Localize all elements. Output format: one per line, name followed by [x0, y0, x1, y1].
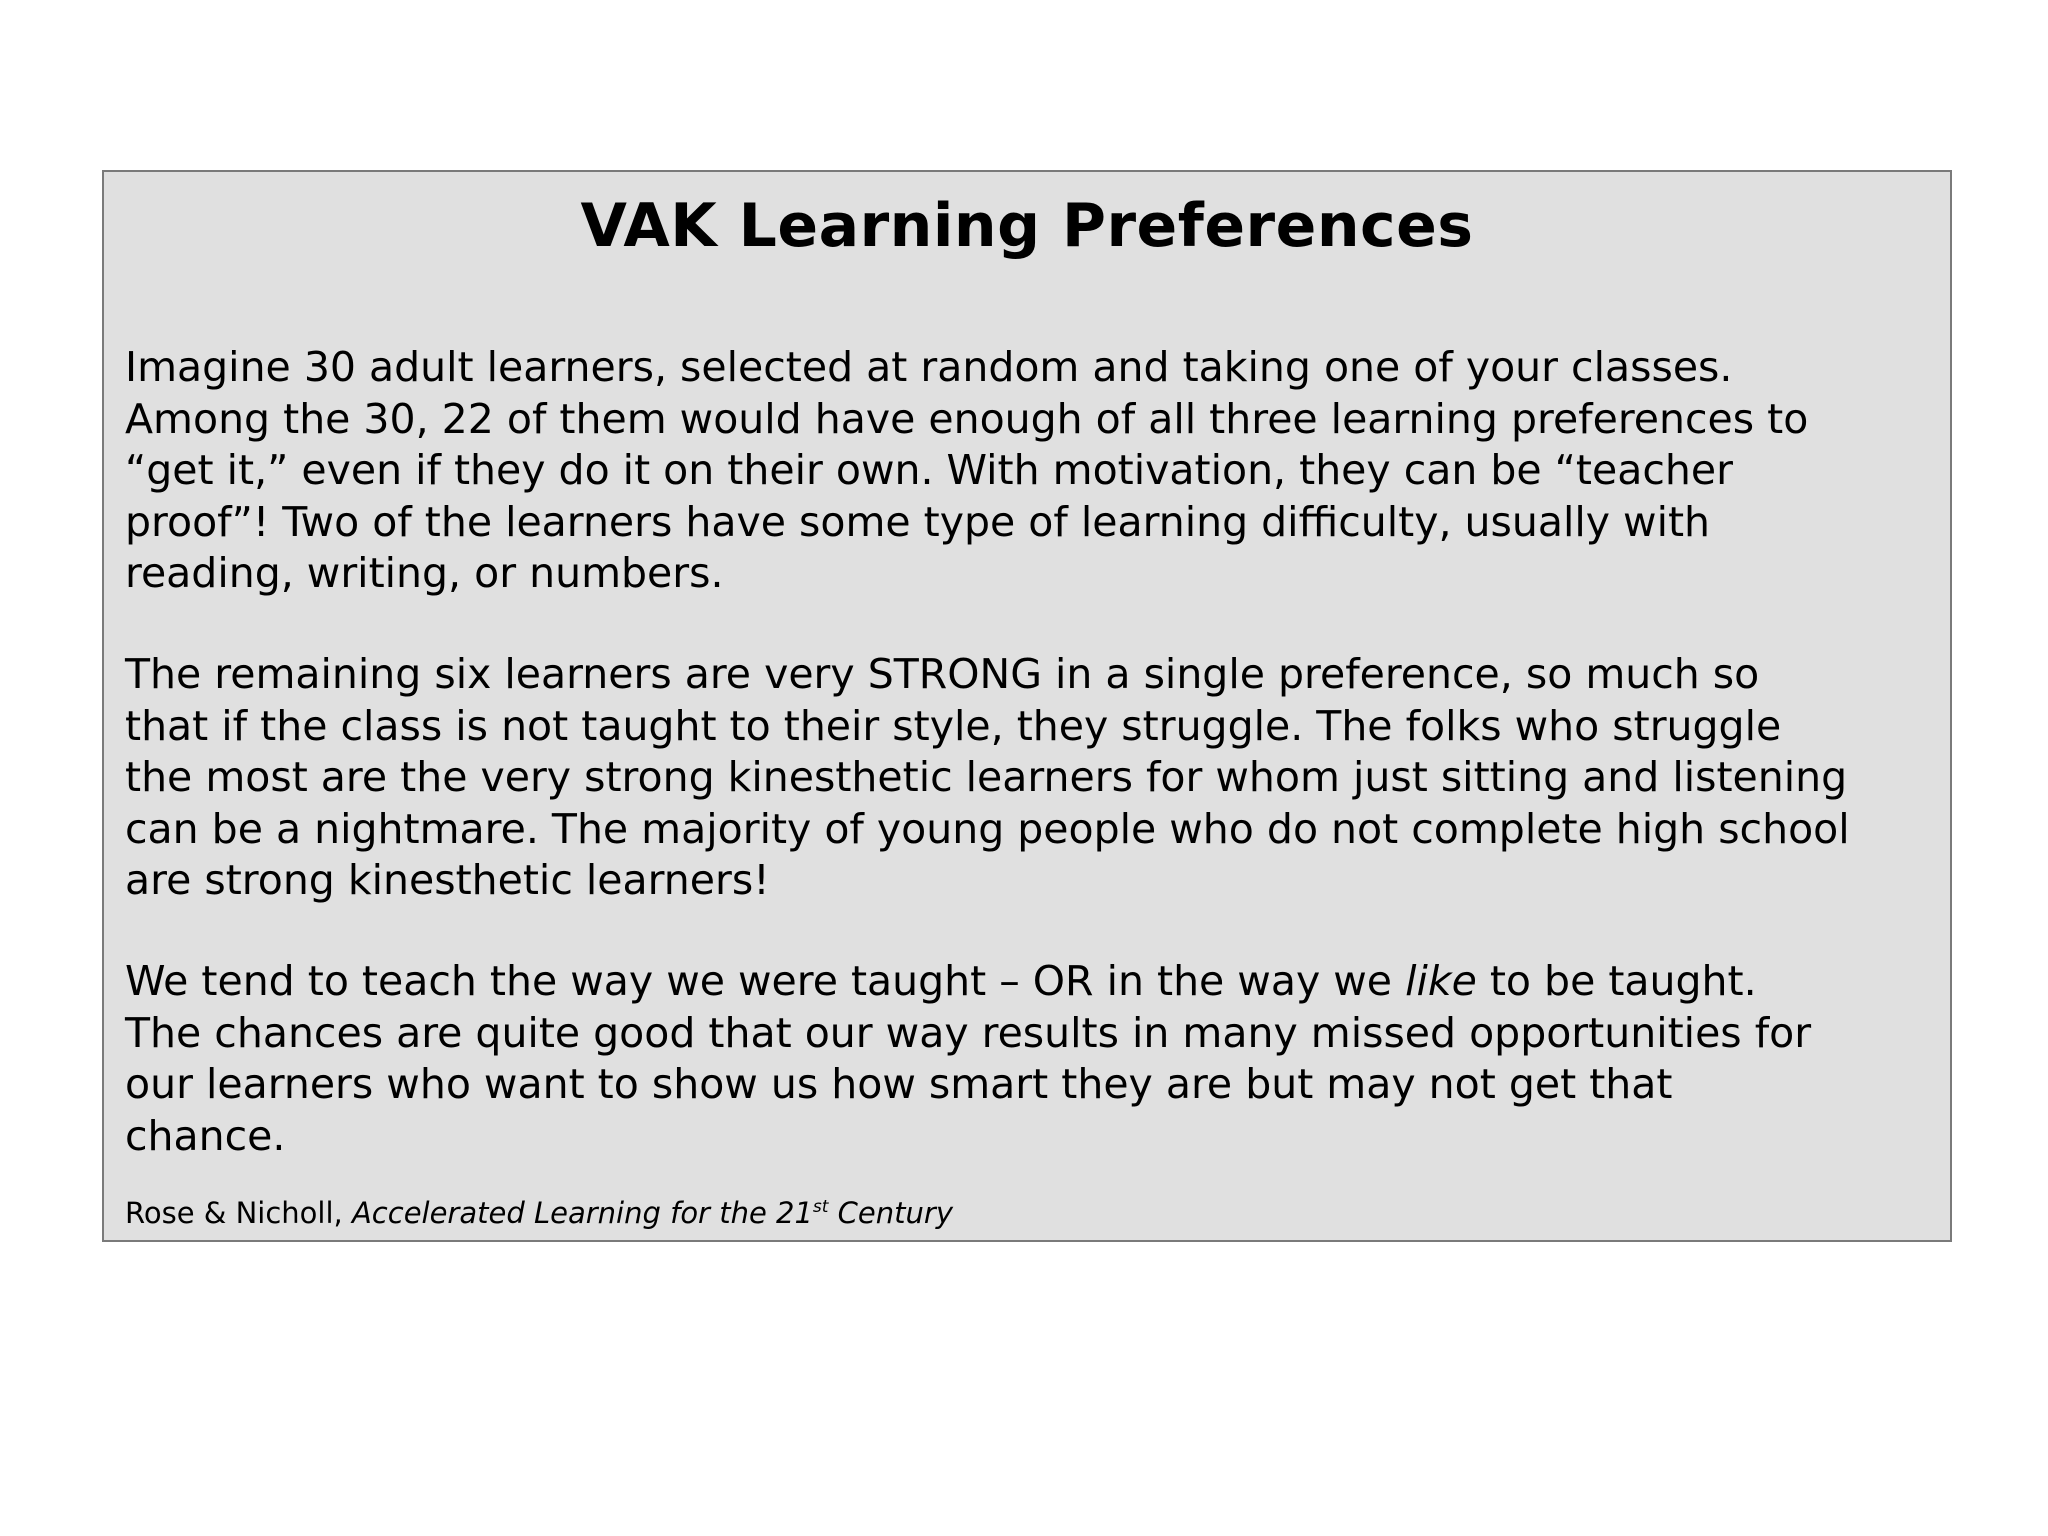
paragraph-line: are strong kinesthetic learners! [125, 856, 770, 904]
paragraph-line: The chances are quite good that our way results in many missed opportunities for [125, 1008, 1812, 1057]
emphasis-text: like [1405, 957, 1477, 1005]
paragraph-line: Among the 30, 22 of them would have enough of all three learning preferences to [125, 394, 1809, 443]
citation-superscript: st [812, 1197, 829, 1217]
citation [125, 1195, 953, 1231]
paragraph-text: to be taught. [1476, 957, 1757, 1005]
citation-title-start: Accelerated Learning for the 21 [351, 1196, 813, 1230]
paragraph-line: Imagine 30 adult learners, selected at random and taking one of your classes. [125, 343, 1733, 391]
paragraph-line: chance. [125, 1111, 286, 1160]
citation-title-end: Century [828, 1196, 953, 1230]
paragraph-line: can be a nightmare. The majority of young people who do not complete high school [125, 804, 1850, 853]
page-title: VAK Learning Preferences [580, 191, 1474, 261]
paragraph-text: We tend to teach the way we were taught – OR in the way we [125, 957, 1406, 1005]
citation-book-title [352, 1196, 953, 1230]
paragraph-line: that if the class is not taught to their style, they struggle. The folks who struggle [125, 701, 1782, 750]
paragraph-intro [125, 342, 1940, 600]
text-card [102, 170, 1952, 1242]
paragraph-line: the most are the very strong kinesthetic learners for whom just sitting and listening [125, 753, 1848, 801]
paragraph-teaching [125, 956, 1940, 1162]
paragraph-line: our learners who want to show us how smart they are but may not get that [125, 1060, 1673, 1108]
citation-authors: Rose & Nicholl, [125, 1196, 352, 1230]
paragraph-line: “get it,” even if they do it on their own. With motivation, they can be “teacher [125, 446, 1733, 494]
paragraph-line: reading, writing, or numbers. [125, 549, 724, 597]
paragraph-line [125, 956, 1940, 1008]
paragraph-line: The remaining six learners are very STRONG in a single preference, so much so [125, 650, 1760, 698]
paragraph-strong-learners [125, 649, 1940, 907]
paragraph-line: proof”! Two of the learners have some type of learning difficulty, usually with [125, 497, 1711, 546]
